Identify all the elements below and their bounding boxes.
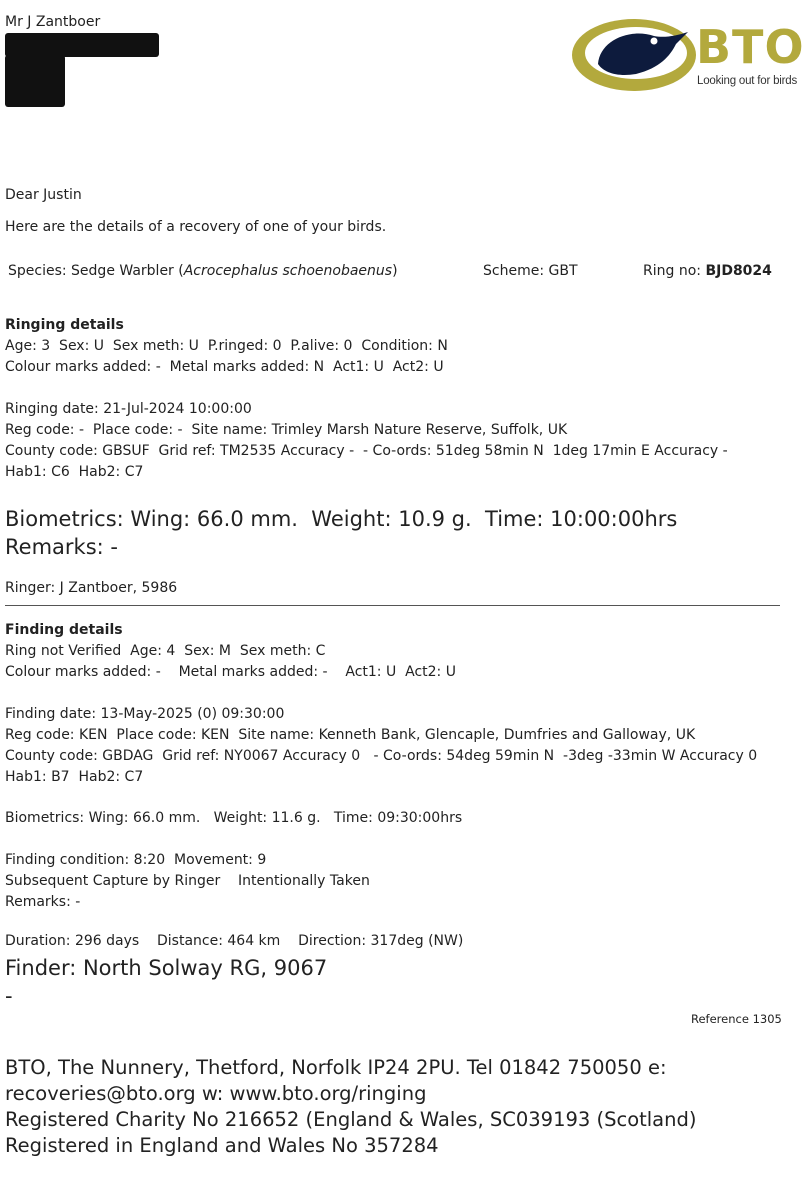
ringing-line-1: Age: 3 Sex: U Sex meth: U P.ringed: 0 P.alive: 0 Condition: N [5, 338, 448, 354]
finder: Finder: North Solway RG, 9067 [5, 956, 328, 980]
footer-address: BTO, The Nunnery, Thetford, Norfolk IP24 2PU. Tel 01842 750050 e: [5, 1056, 667, 1079]
species-line [8, 261, 398, 282]
species-latin-name: Acrocephalus schoenobaenus [183, 263, 393, 279]
species-prefix: Species: Sedge Warbler ( [8, 263, 184, 279]
finding-condition: Finding condition: 8:20 Movement: 9 [5, 852, 267, 868]
logo-wordmark: BTO [696, 20, 805, 74]
ringer: Ringer: J Zantboer, 5986 [5, 580, 178, 596]
finding-duration: Duration: 296 days Distance: 464 km Direction: 317deg (NW) [5, 933, 464, 949]
ring-label: Ring no: [643, 263, 706, 279]
bto-logo [570, 14, 805, 96]
finding-habitat: Hab1: B7 Hab2: C7 [5, 769, 144, 785]
bird-eye-icon [570, 14, 700, 96]
footer-contact: recoveries@bto.org w: www.bto.org/ringing [5, 1082, 427, 1105]
finding-date: Finding date: 13-May-2025 (0) 09:30:00 [5, 706, 285, 722]
greeting: Dear Justin [5, 187, 82, 203]
redacted-address-block [5, 55, 65, 107]
finding-line-1: Ring not Verified Age: 4 Sex: M Sex meth: C [5, 643, 326, 659]
ringing-county-code: County code: GBSUF Grid ref: TM2535 Accuracy - - Co-ords: 51deg 58min N 1deg 17min E Accuracy - [5, 443, 728, 459]
scheme: Scheme: GBT [483, 263, 578, 279]
logo-tagline: Looking out for birds [697, 75, 798, 87]
finding-county-code: County code: GBDAG Grid ref: NY0067 Accuracy 0 - Co-ords: 54deg 59min N -3deg -33min W Accuracy 0 [5, 748, 758, 764]
footer-registration: Registered in England and Wales No 357284 [5, 1134, 439, 1157]
ringing-biometrics: Biometrics: Wing: 66.0 mm. Weight: 10.9 g. Time: 10:00:00hrs [5, 507, 678, 531]
species-suffix: ) [392, 263, 398, 279]
recipient-name: Mr J Zantboer [5, 14, 101, 30]
finding-line-2: Colour marks added: - Metal marks added: - Act1: U Act2: U [5, 664, 456, 680]
finding-capture: Subsequent Capture by Ringer Intentionally Taken [5, 873, 370, 889]
ringing-remarks: Remarks: - [5, 535, 118, 559]
section-divider [5, 605, 780, 606]
finder-dash: - [5, 984, 13, 1008]
ringing-habitat: Hab1: C6 Hab2: C7 [5, 464, 144, 480]
ringing-line-2: Colour marks added: - Metal marks added: N Act1: U Act2: U [5, 359, 444, 375]
reference: Reference 1305 [691, 1012, 782, 1026]
intro-text: Here are the details of a recovery of one of your birds. [5, 219, 387, 235]
ringing-date: Ringing date: 21-Jul-2024 10:00:00 [5, 401, 252, 417]
ringing-reg-code: Reg code: - Place code: - Site name: Trimley Marsh Nature Reserve, Suffolk, UK [5, 422, 568, 438]
ring-number: BJD8024 [705, 263, 772, 279]
ringing-heading: Ringing details [5, 317, 124, 333]
finding-remarks: Remarks: - [5, 894, 81, 910]
footer-charity: Registered Charity No 216652 (England & Wales, SC039193 (Scotland) [5, 1108, 697, 1131]
finding-heading: Finding details [5, 622, 123, 638]
finding-reg-code: Reg code: KEN Place code: KEN Site name: Kenneth Bank, Glencaple, Dumfries and Galloway, UK [5, 727, 696, 743]
ring-number-line [643, 261, 772, 282]
finding-biometrics: Biometrics: Wing: 66.0 mm. Weight: 11.6 g. Time: 09:30:00hrs [5, 810, 463, 826]
redacted-address [5, 33, 159, 57]
